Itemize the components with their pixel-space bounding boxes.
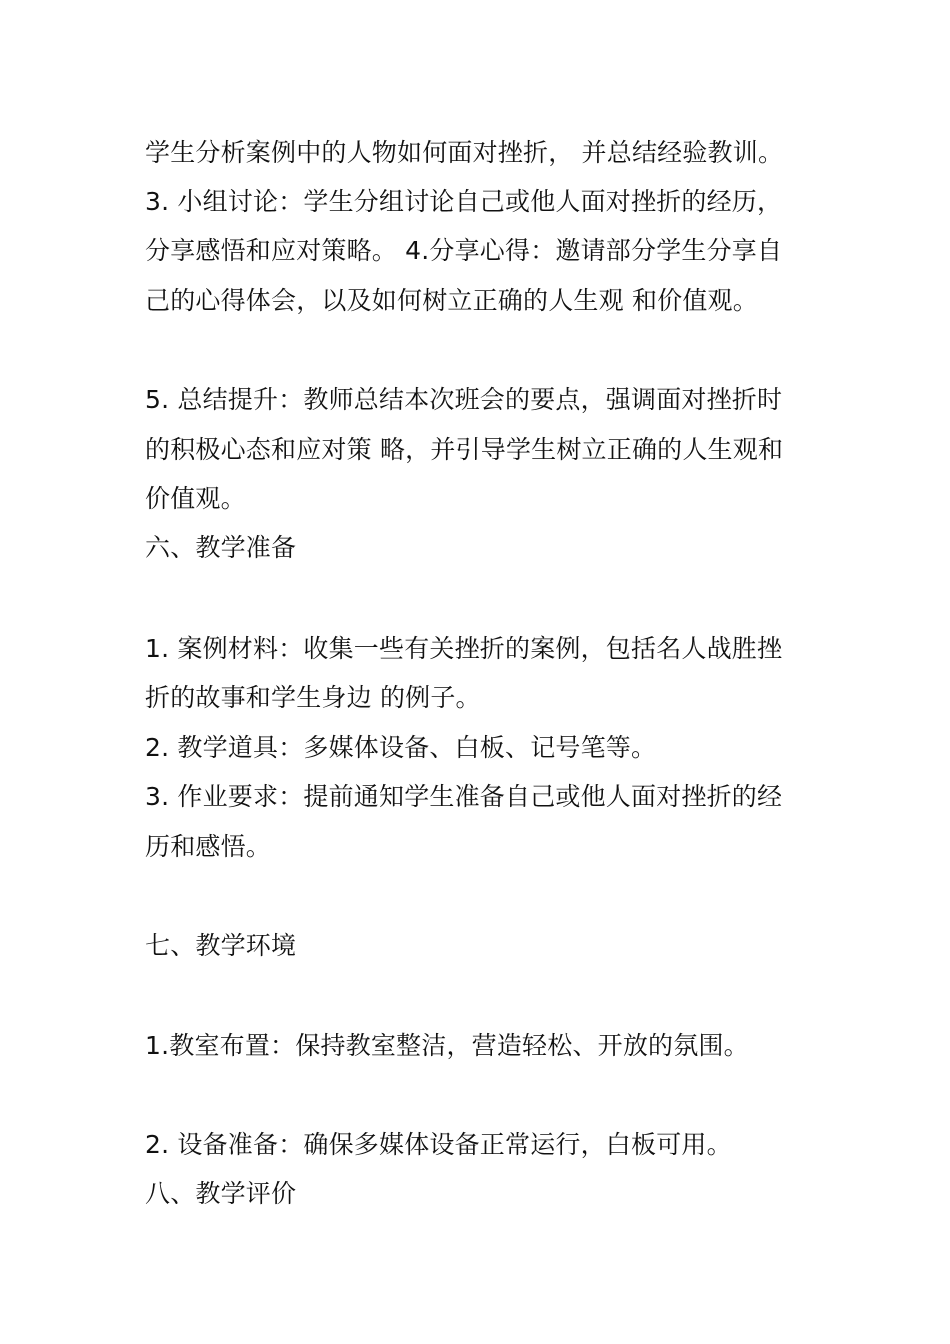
paragraph-line: 己的心得体会，以及如何树立正确的人生观 和价值观。 <box>145 286 758 315</box>
paragraph-line: 历和感悟。 <box>145 832 272 861</box>
paragraph-line: 2. 设备准备：确保多媒体设备正常运行，白板可用。 <box>145 1130 732 1159</box>
paragraph-line: 折的故事和学生身边 的例子。 <box>145 683 481 712</box>
paragraph-line: 5. 总结提升：教师总结本次班会的要点，强调面对挫折时 <box>145 385 783 414</box>
paragraph-line: 3. 小组讨论：学生分组讨论自己或他人面对挫折的经历， <box>145 187 783 216</box>
paragraph-line: 分享感悟和应对策略。 4.分享心得：邀请部分学生分享自 <box>145 236 783 265</box>
section-heading: 八、教学评价 <box>145 1179 297 1208</box>
paragraph-line: 1. 案例材料：收集一些有关挫折的案例，包括名人战胜挫 <box>145 634 783 663</box>
paragraph-line: 学生分析案例中的人物如何面对挫折， 并总结经验教训。 <box>145 138 784 167</box>
paragraph-line: 2. 教学道具：多媒体设备、白板、记号笔等。 <box>145 733 657 762</box>
paragraph-line: 价值观。 <box>145 484 246 513</box>
section-heading: 七、教学环境 <box>145 931 297 960</box>
section-heading: 六、教学准备 <box>145 533 297 562</box>
paragraph-line: 的积极心态和应对策 略，并引导学生树立正确的人生观和 <box>145 435 784 464</box>
paragraph-line: 3. 作业要求：提前通知学生准备自己或他人面对挫折的经 <box>145 782 783 811</box>
paragraph-line: 1.教室布置：保持教室整洁，营造轻松、开放的氛围。 <box>145 1031 749 1060</box>
